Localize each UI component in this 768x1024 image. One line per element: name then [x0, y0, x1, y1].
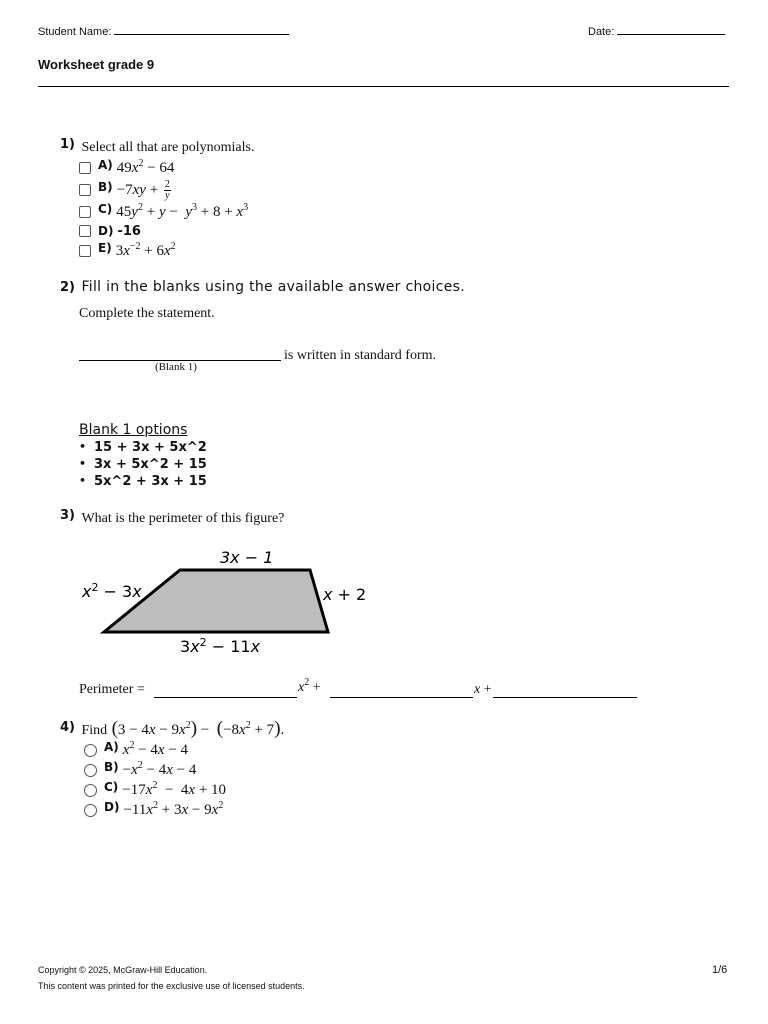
option-letter: D): [104, 800, 120, 814]
header-divider: [38, 86, 729, 87]
question-3: [60, 509, 284, 527]
date-label: Date:: [588, 26, 615, 38]
radio-button[interactable]: [84, 784, 97, 797]
option-math: $-x^2 - 4x - 4$: [122, 759, 197, 778]
option-letter: D): [98, 224, 114, 238]
list-item[interactable]: • 15 + 3x + 5x^2: [79, 440, 207, 457]
checkbox[interactable]: [79, 245, 91, 257]
perimeter-blank-1[interactable]: [154, 684, 297, 698]
q4-option-a[interactable]: [84, 741, 188, 759]
checkbox[interactable]: [79, 184, 91, 196]
perimeter-x-term: [474, 682, 492, 698]
question-4: [60, 718, 284, 740]
option-math: −7xy + $\frac{2}{y}$: [116, 178, 170, 201]
option-letter: A): [98, 158, 113, 172]
option-math: $3x^{-2} + 6x^2$: [115, 240, 176, 259]
perimeter-plus-1: +: [312, 680, 321, 695]
list-item[interactable]: • 5x^2 + 3x + 15: [79, 474, 207, 491]
date-line[interactable]: [617, 23, 725, 35]
date-field[interactable]: [588, 23, 725, 38]
q1-option-a[interactable]: [79, 159, 174, 177]
q4-option-c[interactable]: [84, 781, 226, 799]
student-name-line[interactable]: [114, 23, 289, 35]
question-2-prompt: Fill in the blanks using the available answer choices.: [81, 279, 465, 295]
question-2-number: 2): [60, 280, 75, 295]
question-3-prompt: What is the perimeter of this figure?: [81, 511, 285, 526]
checkbox[interactable]: [79, 206, 91, 218]
perimeter-plus-2: +: [483, 682, 492, 697]
top-side-label: 3x − 1: [220, 548, 274, 567]
question-1-number: 1): [60, 137, 75, 152]
blank-1-options-list: [79, 440, 207, 491]
statement-suffix: is written in standard form.: [284, 348, 437, 363]
question-3-number: 3): [60, 508, 75, 523]
question-4-expression: $(3 - 4x - 9x^2) - (-8x^2 + 7)$.: [111, 718, 285, 739]
option-letter: C): [104, 780, 119, 794]
option-math: $45y^2 + y - y^3 + 8 + x^3$: [116, 201, 249, 220]
option-letter: A): [104, 740, 119, 754]
perimeter-x2-term: [298, 677, 321, 696]
checkbox[interactable]: [79, 162, 91, 174]
option-text: -16: [117, 223, 141, 239]
q1-option-b[interactable]: [79, 178, 171, 201]
left-side-label: $x^2 - 3x$: [82, 581, 142, 601]
radio-button[interactable]: [84, 744, 97, 757]
question-2: [60, 278, 465, 296]
worksheet-title: Worksheet grade 9: [38, 57, 155, 72]
q1-option-c[interactable]: [79, 203, 248, 221]
question-1: [60, 138, 254, 156]
q4-option-b[interactable]: [84, 761, 196, 779]
perimeter-blank-2[interactable]: [330, 684, 473, 698]
radio-button[interactable]: [84, 804, 97, 817]
q1-option-e[interactable]: [79, 242, 176, 260]
trapezoid-figure: [70, 540, 390, 665]
student-name-label: Student Name:: [38, 26, 112, 38]
option-letter: E): [98, 241, 112, 255]
option-letter: C): [98, 202, 113, 216]
question-1-prompt: Select all that are polynomials.: [81, 140, 255, 155]
q4-option-d[interactable]: [84, 801, 223, 819]
trapezoid-shape: [104, 570, 328, 632]
perimeter-blank-3[interactable]: [493, 684, 637, 698]
bottom-side-label: $3x^2 - 11x$: [180, 636, 261, 656]
perimeter-x2-exp: 2: [304, 677, 310, 688]
option-letter: B): [98, 180, 113, 194]
page-number: 1/6: [712, 964, 728, 976]
option-math: $-11x^2 + 3x - 9x^2$: [123, 799, 224, 818]
blank-1-options-heading: Blank 1 options: [79, 422, 188, 438]
option-math: $49x^2 - 64$: [116, 157, 175, 176]
perimeter-x2-var: x: [298, 680, 305, 695]
option-math: $x^2 - 4x - 4$: [122, 739, 189, 758]
right-side-label: x + 2: [323, 585, 367, 604]
blank-1-caption: (Blank 1): [155, 361, 197, 373]
question-2-instruction: Complete the statement.: [79, 306, 215, 321]
option-math: $-17x^2 - 4x + 10$: [122, 779, 227, 798]
list-item[interactable]: • 3x + 5x^2 + 15: [79, 457, 207, 474]
q1-option-d[interactable]: [79, 222, 141, 240]
blank-1-field[interactable]: [79, 347, 281, 361]
footer-notice: This content was printed for the exclusive use of licensed students.: [38, 981, 305, 991]
option-letter: B): [104, 760, 119, 774]
radio-button[interactable]: [84, 764, 97, 777]
checkbox[interactable]: [79, 225, 91, 237]
perimeter-x-var: x: [474, 682, 481, 697]
student-name-field[interactable]: [38, 23, 289, 38]
question-4-prompt-word: Find: [81, 723, 108, 738]
footer-copyright: Copyright © 2025, McGraw-Hill Education.: [38, 965, 208, 975]
perimeter-label: Perimeter =: [79, 682, 145, 697]
perimeter-line: [79, 682, 145, 698]
question-4-number: 4): [60, 720, 75, 735]
